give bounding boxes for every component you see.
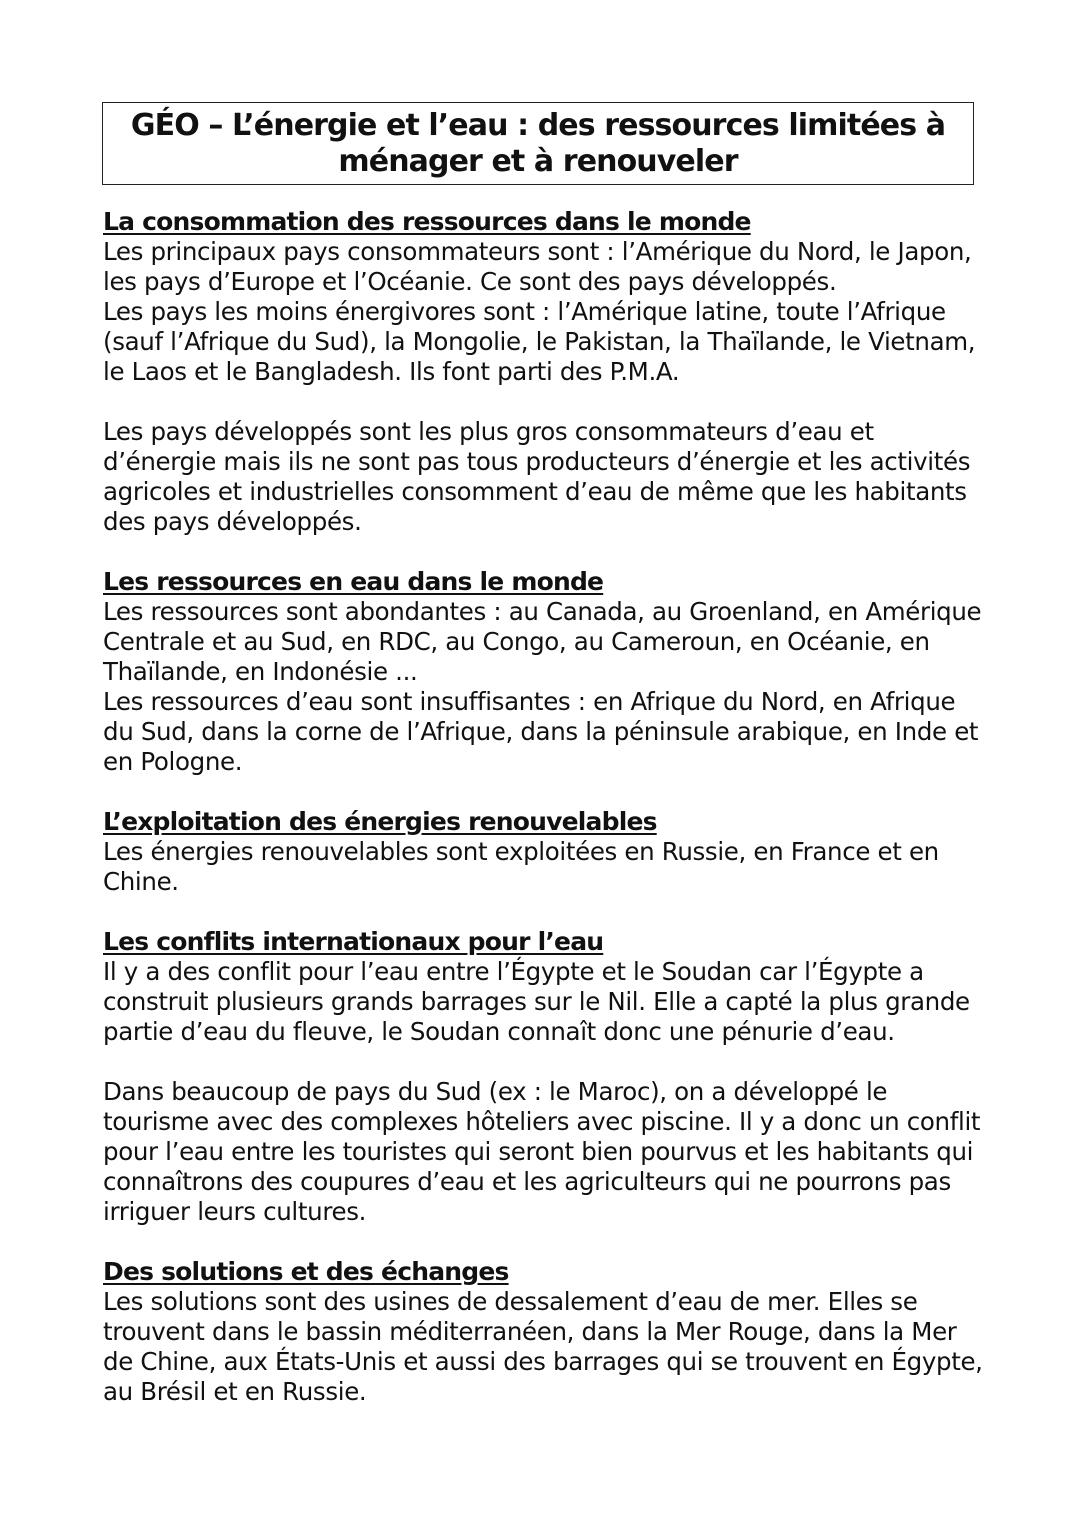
paragraph: Les ressources d’eau sont insuffisantes : en Afrique du Nord, en Afrique du Sud, dans la corne de l’Afrique, dans la péninsule arabique, en Inde et en Pologne. (103, 687, 979, 776)
paragraph: Les principaux pays consommateurs sont : l’Amérique du Nord, le Japon, les pays d’Europe et l’Océanie. Ce sont des pays développés. (103, 237, 972, 296)
title-line-2: ménager et à renouveler (338, 144, 738, 179)
paragraph: Les ressources sont abondantes : au Canada, au Groenland, en Amérique Centrale et au Sud, en RDC, au Congo, au Cameroun, en Océanie, en Thaïlande, en Indonésie ... (103, 597, 982, 686)
section-heading-conflits: Les conflits internationaux pour l’eau (103, 927, 604, 956)
document-body (103, 207, 983, 1407)
paragraph: Les pays développés sont les plus gros consommateurs d’eau et d’énergie mais ils ne sont pas tous producteurs d’énergie et les activités agricoles et industrielles consomment d’eau de même que les habitants des pays développés. (103, 417, 971, 536)
spacer (103, 1047, 983, 1077)
title-line-1: GÉO – L’énergie et l’eau : des ressources limitées à (130, 108, 946, 143)
paragraph: Il y a des conflit pour l’eau entre l’Égypte et le Soudan car l’Égypte a construit plusieurs grands barrages sur le Nil. Elle a capté la plus grande partie d’eau du fleuve, le Soudan connaît donc une pénurie d’eau. (103, 957, 970, 1046)
spacer (103, 387, 983, 417)
spacer (103, 897, 983, 927)
paragraph: Les pays les moins énergivores sont : l’Amérique latine, toute l’Afrique (sauf l’Afrique du Sud), la Mongolie, le Pakistan, la Thaïlande, le Vietnam, le Laos et le Bangladesh. Ils font parti des P.M.A. (103, 297, 976, 386)
spacer (103, 1227, 983, 1257)
paragraph: Les énergies renouvelables sont exploitées en Russie, en France et en Chine. (103, 837, 939, 896)
spacer (103, 537, 983, 567)
spacer (103, 777, 983, 807)
section-heading-energies-renouvelables: L’exploitation des énergies renouvelables (103, 807, 657, 836)
paragraph: Les solutions sont des usines de dessalement d’eau de mer. Elles se trouvent dans le bassin méditerranéen, dans la Mer Rouge, dans la Mer de Chine, aux États-Unis et aussi des barrages qui se trouvent en Égypte, au Brésil et en Russie. (103, 1287, 983, 1406)
section-heading-ressources-eau: Les ressources en eau dans le monde (103, 567, 604, 596)
title-box (102, 102, 974, 185)
section-heading-solutions: Des solutions et des échanges (103, 1257, 509, 1286)
paragraph: Dans beaucoup de pays du Sud (ex : le Maroc), on a développé le tourisme avec des complexes hôteliers avec piscine. Il y a donc un conflit pour l’eau entre les touristes qui seront bien pourvus et les habitants qui connaîtrons des coupures d’eau et les agriculteurs qui ne pourrons pas irriguer leurs cultures. (103, 1077, 981, 1226)
section-heading-consommation: La consommation des ressources dans le monde (103, 207, 751, 236)
